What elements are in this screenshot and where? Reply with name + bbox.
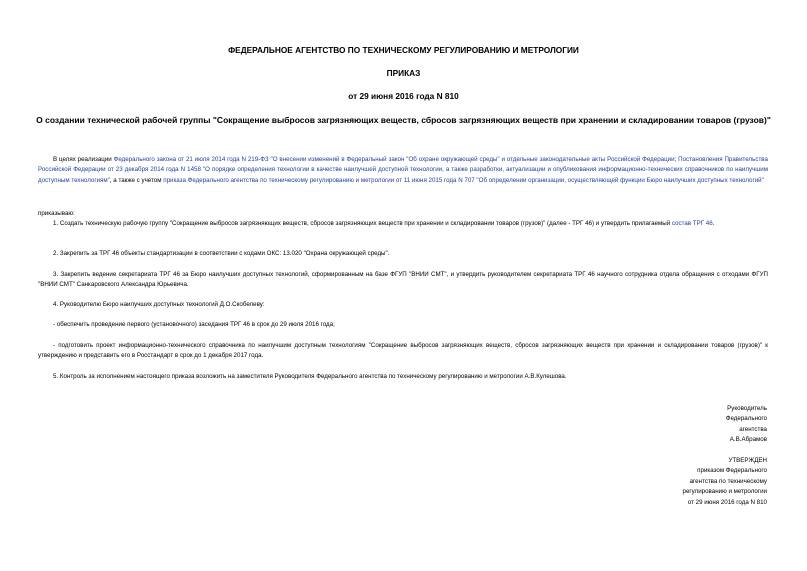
order-word: приказываю: (38, 210, 75, 217)
item-4-sub-a: - обеспечить проведение первого (установочного) заседания ТРГ 46 в срок до 29 июля 2016 года; (53, 321, 335, 328)
item-2: 2. Закрепить за ТРГ 46 объекты стандартизации в соответствии с кодами ОКС: 13.020 "Охрана окружающей среды". (53, 250, 390, 257)
item-4: 4. Руководителю Бюро наилучших доступных технологий Д.О.Скобелеву: (53, 301, 265, 308)
federal-law-link[interactable]: Федерального закона от 21 июля 2014 года N 219-ФЗ "О внесении изменений в Федеральный закон "Об охране окружающей среды" и отдельные законодательные акты Российской Федерации (113, 156, 675, 163)
item-5: 5. Контроль за исполнением настоящего приказа возложить на заместителя Руководителя Федерального агентства по техническому регулированию и метрологии А.В.Кулешова. (53, 373, 567, 380)
signature-line-1: Руководитель (727, 405, 767, 412)
order-date: от 29 июня 2016 года N 810 (348, 91, 459, 101)
signature-block (726, 404, 767, 446)
signature-line-2: Федерального (725, 415, 767, 423)
item-1-text: 1. Создать техническую рабочую группу "Сокращение выбросов загрязняющих веществ, сбросов загрязняющих веществ при хранении и складировании товаров (грузов)" (далее - ТРГ 46) и утвердить прилагаемый (53, 220, 672, 227)
agency-order-link[interactable]: приказа Федерального агентства по техническому регулированию и метрологии от 11 июня 2015 года N 707 "Об определении организации, осуществляющей функции Бюро наилучших доступных технологий" (163, 176, 764, 184)
approval-line-1: УТВЕРЖДЕН (728, 457, 767, 464)
approval-block (683, 456, 767, 508)
item-1 (38, 219, 768, 229)
preamble-text-2: ; (674, 156, 679, 163)
government-resolution-link[interactable]: Постановления Правительства Российской Федерации от 23 декабря 2014 года N 1458 "О порядке определения технологии в качестве наилучшей доступной технологии, а также разработки, актуализации и опубликования информационно-технических справочников по наилучшим доступным технологиям" (38, 156, 768, 184)
order-subject: О создании технической рабочей группы "Сокращение выбросов загрязняющих веществ, сбросов загрязняющих веществ при хранении и складировании товаров (грузов)" (36, 115, 771, 125)
signature-line-4: А.В.Абрамов (729, 436, 767, 444)
preamble-text-3: , а также с учетом (109, 176, 164, 184)
approval-line-3: агентства по техническому (689, 477, 767, 485)
approval-line-2: приказом Федерального (697, 467, 767, 475)
preamble-paragraph (38, 155, 768, 186)
order-heading: ПРИКАЗ (386, 68, 421, 78)
preamble-text-1: В целях реализации (53, 156, 114, 163)
signature-line-3: агентства (739, 425, 767, 433)
item-1-end: . (712, 220, 715, 227)
item-3: 3. Закрепить ведение секретариата ТРГ 46 за Бюро наилучших доступных технологий, сформированным на базе ФГУП "ВНИИ СМТ", и утвердить руководителем секретариата ТРГ 46 научного сотрудника отдела обращения с отходами ФГУП "ВНИИ СМТ" Санкаровского Александра Юрьевича. (38, 271, 768, 289)
agency-title: ФЕДЕРАЛЬНОЕ АГЕНТСТВО ПО ТЕХНИЧЕСКОМУ РЕГУЛИРОВАНИЮ И МЕТРОЛОГИИ (228, 45, 579, 55)
approval-line-5: от 29 июня 2016 года N 810 (687, 498, 767, 506)
composition-link[interactable]: состав ТРГ 46 (671, 220, 713, 227)
approval-line-4: регулированию и метрологии (682, 488, 767, 496)
item-4-sub-b: - подготовить проект информационно-технического справочника по наилучшим доступным технологиям "Сокращение выбросов загрязняющих веществ, сбросов загрязняющих веществ при хранении и складировании товаров (грузов)" к утверждению и представить его в Росстандарт в срок до 1 декабря 2017 года. (38, 342, 768, 360)
